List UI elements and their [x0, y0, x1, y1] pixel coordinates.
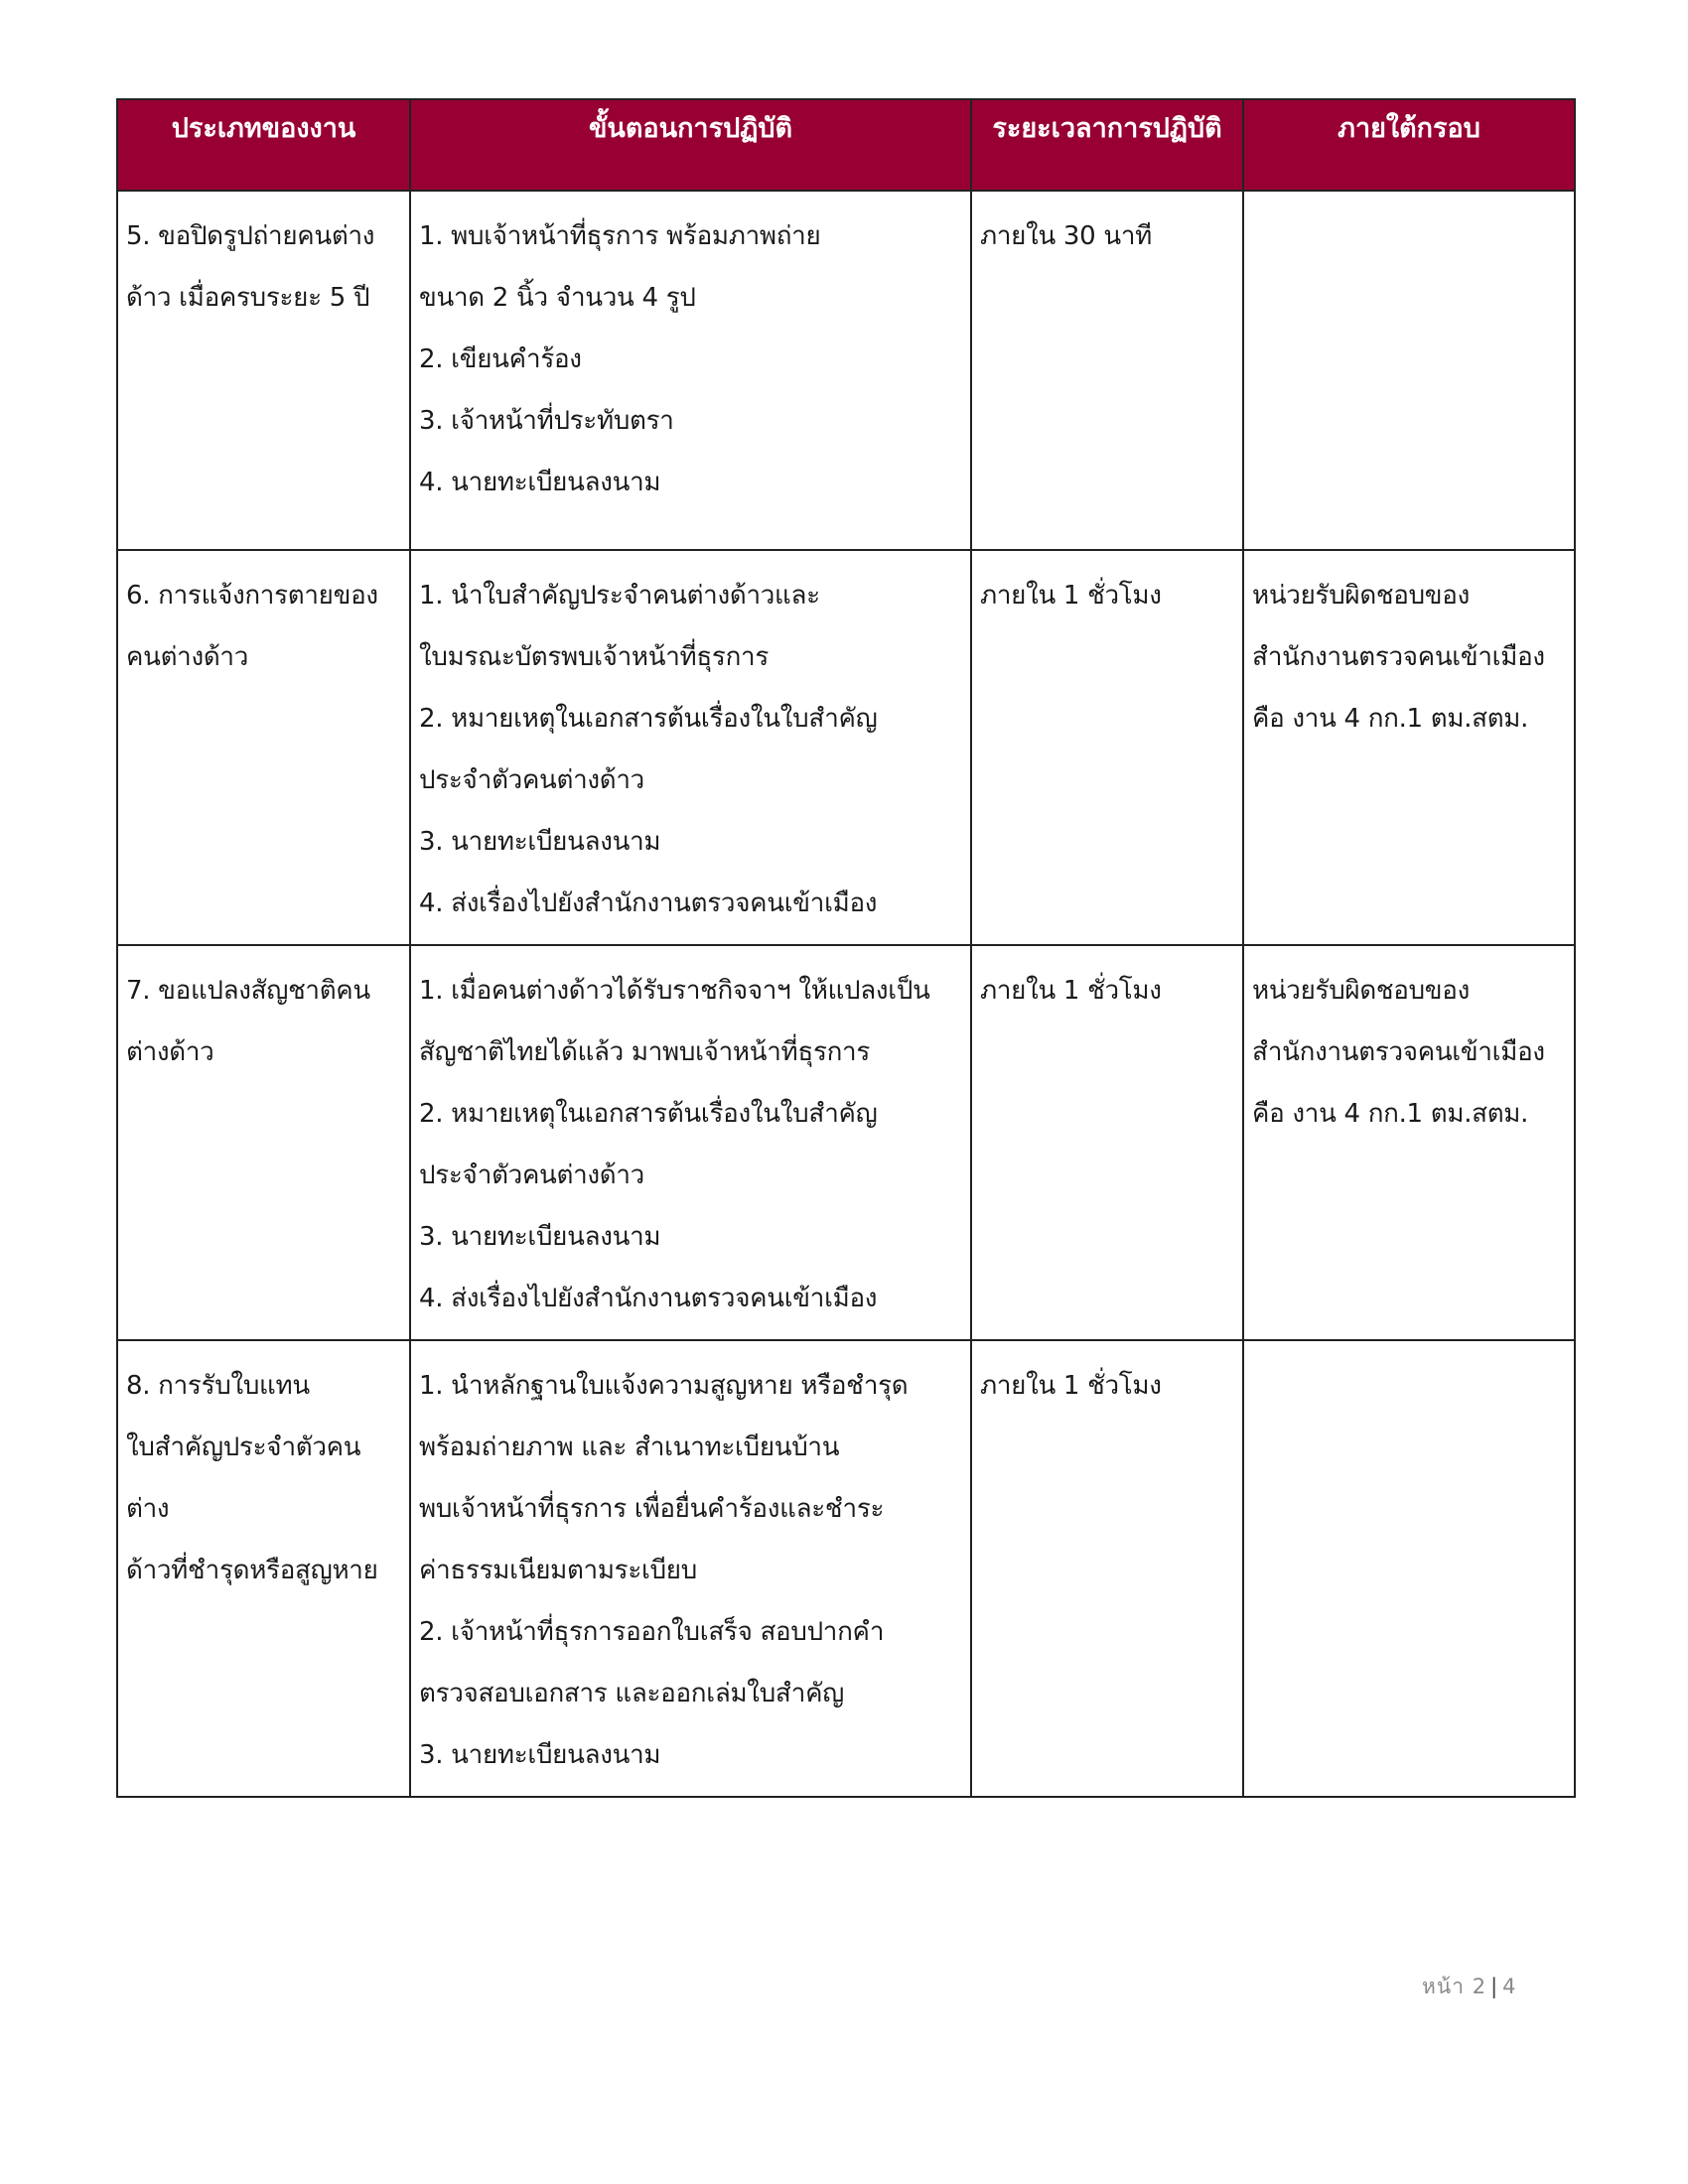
- page-separator: |: [1490, 1975, 1499, 1998]
- cell-text-line: ใบสำคัญประจำตัวคน: [126, 1433, 361, 1462]
- cell-duration: [971, 191, 1243, 550]
- cell-text-line: 1. พบเจ้าหน้าที่ธุรการ พร้อมภาพถ่าย: [419, 221, 821, 251]
- cell-duration: [971, 550, 1243, 945]
- cell-duration: [971, 945, 1243, 1340]
- cell-text-line: ภายใน 1 ชั่วโมง: [980, 976, 1162, 1006]
- cell-text-line: ประจำตัวคนต่างด้าว: [419, 765, 644, 795]
- header-procedure-steps: ขั้นตอนการปฏิบัติ: [410, 99, 971, 191]
- table-row: [117, 945, 1575, 1340]
- cell-text-line: 2. หมายเหตุในเอกสารต้นเรื่องในใบสำคัญ: [419, 704, 878, 734]
- cell-text-line: ขนาด 2 นิ้ว จำนวน 4 รูป: [419, 283, 696, 313]
- cell-text-line: 5. ขอปิดรูปถ่ายคนต่าง: [126, 221, 375, 251]
- cell-text-line: คือ งาน 4 กก.1 ตม.สตม.: [1252, 704, 1529, 734]
- cell-procedure-steps: [410, 1340, 971, 1797]
- cell-work-type: [117, 191, 410, 550]
- page-label: หน้า: [1422, 1975, 1465, 1998]
- cell-text-line: 1. นำใบสำคัญประจำคนต่างด้าวและ: [419, 581, 820, 611]
- cell-text-line: 7. ขอแปลงสัญชาติคน: [126, 976, 370, 1006]
- cell-text-line: 6. การแจ้งการตายของ: [126, 581, 378, 611]
- cell-text-line: 4. ส่งเรื่องไปยังสำนักงานตรวจคนเข้าเมือง: [419, 1284, 878, 1313]
- cell-text-line: หน่วยรับผิดชอบของ: [1252, 581, 1470, 611]
- table-header-row: [117, 99, 1575, 191]
- cell-text-line: 3. นายทะเบียนลงนาม: [419, 1740, 661, 1770]
- cell-text-line: พร้อมถ่ายภาพ และ สำเนาทะเบียนบ้าน: [419, 1433, 840, 1462]
- cell-text-line: ประจำตัวคนต่างด้าว: [419, 1160, 644, 1190]
- cell-procedure-steps: [410, 191, 971, 550]
- cell-text-line: ต่างด้าว: [126, 1037, 214, 1067]
- cell-text-line: คือ งาน 4 กก.1 ตม.สตม.: [1252, 1099, 1529, 1129]
- cell-framework: [1243, 191, 1575, 550]
- cell-text-line: 8. การรับใบแทน: [126, 1371, 310, 1401]
- cell-text-line: สำนักงานตรวจคนเข้าเมือง: [1252, 1037, 1545, 1067]
- cell-text-line: 1. เมื่อคนต่างด้าวได้รับราชกิจจาฯ ให้แปลงเป็น: [419, 976, 930, 1006]
- cell-text-line: ค่าธรรมเนียมตามระเบียบ: [419, 1556, 697, 1585]
- cell-text-line: 2. เจ้าหน้าที่ธุรการออกใบเสร็จ สอบปากคำ: [419, 1617, 885, 1647]
- cell-text-line: 3. นายทะเบียนลงนาม: [419, 827, 661, 857]
- table-row: [117, 191, 1575, 550]
- page-number: 2: [1472, 1975, 1487, 1998]
- cell-text-line: ตรวจสอบเอกสาร และออกเล่มใบสำคัญ: [419, 1679, 845, 1708]
- cell-text-line: 4. นายทะเบียนลงนาม: [419, 468, 661, 497]
- cell-framework: [1243, 1340, 1575, 1797]
- table-row: [117, 1340, 1575, 1797]
- cell-text-line: สัญชาติไทยได้แล้ว มาพบเจ้าหน้าที่ธุรการ: [419, 1037, 871, 1067]
- cell-text-line: 1. นำหลักฐานใบแจ้งความสูญหาย หรือชำรุด: [419, 1371, 909, 1401]
- cell-text-line: 2. เขียนคำร้อง: [419, 344, 582, 374]
- cell-text-line: ต่าง: [126, 1494, 170, 1524]
- cell-text-line: ใบมรณะบัตรพบเจ้าหน้าที่ธุรการ: [419, 642, 769, 672]
- cell-procedure-steps: [410, 945, 971, 1340]
- page-total: 4: [1502, 1975, 1517, 1998]
- page-footer: [1422, 1971, 1517, 2003]
- header-duration: ระยะเวลาการปฏิบัติ: [971, 99, 1243, 191]
- cell-text-line: 4. ส่งเรื่องไปยังสำนักงานตรวจคนเข้าเมือง: [419, 888, 878, 918]
- cell-text-line: ภายใน 1 ชั่วโมง: [980, 1371, 1162, 1401]
- header-work-type: ประเภทของงาน: [117, 99, 410, 191]
- cell-text-line: 2. หมายเหตุในเอกสารต้นเรื่องในใบสำคัญ: [419, 1099, 878, 1129]
- cell-work-type: [117, 1340, 410, 1797]
- table-row: [117, 550, 1575, 945]
- cell-duration: [971, 1340, 1243, 1797]
- procedure-table: [116, 98, 1576, 1798]
- cell-text-line: 3. เจ้าหน้าที่ประทับตรา: [419, 406, 674, 436]
- cell-text-line: สำนักงานตรวจคนเข้าเมือง: [1252, 642, 1545, 672]
- cell-framework: [1243, 550, 1575, 945]
- cell-text-line: พบเจ้าหน้าที่ธุรการ เพื่อยื่นคำร้องและชำระ: [419, 1494, 885, 1524]
- cell-text-line: ด้าวที่ชำรุดหรือสูญหาย: [126, 1556, 378, 1585]
- cell-text-line: คนต่างด้าว: [126, 642, 249, 672]
- cell-work-type: [117, 550, 410, 945]
- cell-text-line: ด้าว เมื่อครบระยะ 5 ปี: [126, 283, 370, 313]
- cell-framework: [1243, 945, 1575, 1340]
- cell-work-type: [117, 945, 410, 1340]
- cell-text-line: ภายใน 1 ชั่วโมง: [980, 581, 1162, 611]
- header-framework: ภายใต้กรอบ: [1243, 99, 1575, 191]
- cell-text-line: ภายใน 30 นาที: [980, 221, 1152, 251]
- cell-text-line: หน่วยรับผิดชอบของ: [1252, 976, 1470, 1006]
- cell-procedure-steps: [410, 550, 971, 945]
- cell-text-line: 3. นายทะเบียนลงนาม: [419, 1222, 661, 1252]
